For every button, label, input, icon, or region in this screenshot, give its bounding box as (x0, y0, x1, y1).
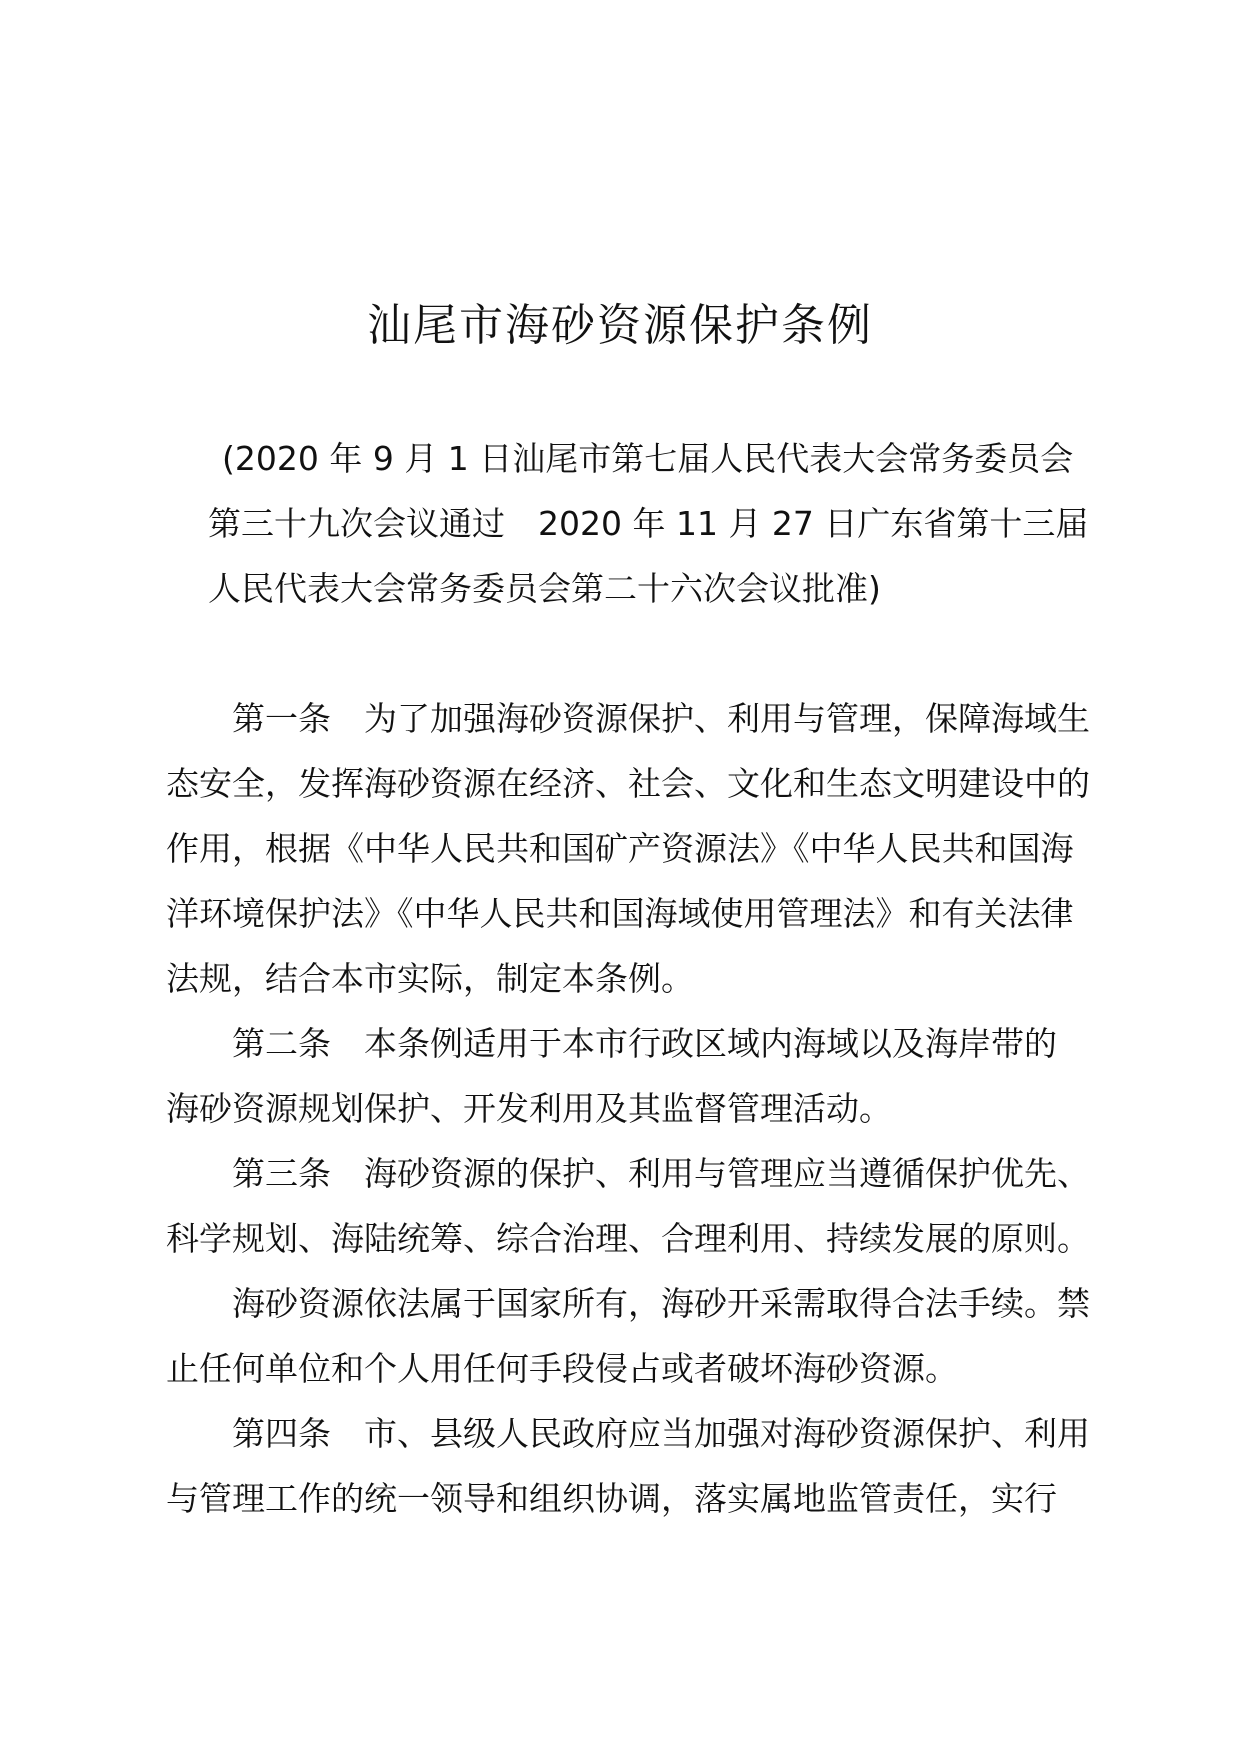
article-1-line: 态安全，发挥海砂资源在经济、社会、文化和生态文明建设中的 (166, 764, 1090, 803)
article-1-text: 为了加强海砂资源保护、利用与管理，保障海域生 (364, 699, 1090, 738)
adoption-note-line: (2020 年 9 月 1 日汕尾市第七届人民代表大会常务委员会 (222, 439, 1074, 478)
article-1-line: 法规，结合本市实际，制定本条例。 (166, 959, 694, 998)
article-1-line: 洋环境保护法》《中华人民共和国海域使用管理法》和有关法律 (166, 894, 1074, 933)
adoption-note-line: 第三十九次会议通过 2020 年 11 月 27 日广东省第十三届 (208, 504, 1089, 543)
article-3-line (232, 1152, 1162, 1196)
article-1-number: 第一条 (232, 699, 331, 738)
article-2-line (232, 1022, 1162, 1066)
article-3-text: 海砂资源的保护、利用与管理应当遵循保护优先、 (364, 1154, 1090, 1193)
article-1-line: 作用，根据《中华人民共和国矿产资源法》《中华人民共和国海 (166, 829, 1074, 868)
article-1-line (232, 697, 1162, 741)
article-3-number: 第三条 (232, 1154, 331, 1193)
article-3-paragraph-2-line: 止任何单位和个人用任何手段侵占或者破坏海砂资源。 (166, 1349, 958, 1388)
article-2-number: 第二条 (232, 1024, 331, 1063)
adoption-note-line: 人民代表大会常务委员会第二十六次会议批准) (208, 569, 881, 608)
article-2-text: 本条例适用于本市行政区域内海域以及海岸带的 (364, 1024, 1057, 1063)
article-4-line: 与管理工作的统一领导和组织协调，落实属地监管责任，实行 (166, 1479, 1057, 1518)
article-4-number: 第四条 (232, 1414, 331, 1453)
document-title: 汕尾市海砂资源保护条例 (367, 300, 873, 351)
article-4-text: 市、县级人民政府应当加强对海砂资源保护、利用 (364, 1414, 1090, 1453)
article-3-paragraph-2-line: 海砂资源依法属于国家所有，海砂开采需取得合法手续。禁 (232, 1284, 1090, 1323)
article-2-line: 海砂资源规划保护、开发利用及其监督管理活动。 (166, 1089, 892, 1128)
article-4-line (232, 1412, 1162, 1456)
article-3-line: 科学规划、海陆统筹、综合治理、合理利用、持续发展的原则。 (166, 1219, 1090, 1258)
